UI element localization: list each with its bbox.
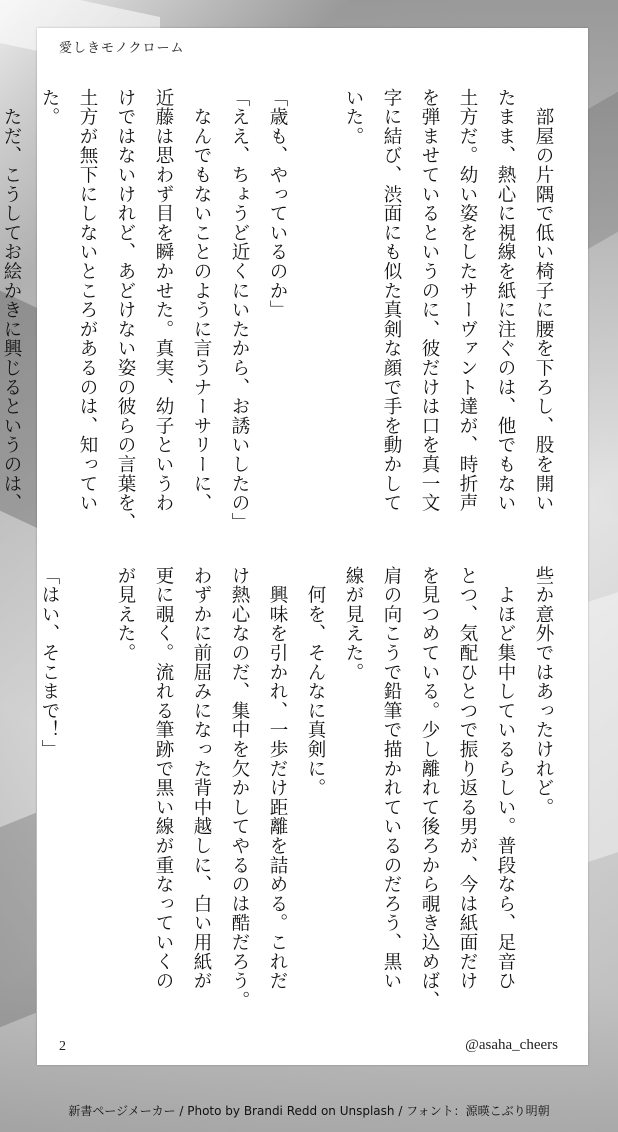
text-line-blank — [68, 566, 106, 1028]
text-line: 「歳も、やっているのか」 — [267, 88, 288, 320]
text-line: た。 — [39, 88, 60, 127]
text-line: 字に結び、渋面にも似た真剣な顔で手を動かして — [381, 88, 402, 513]
text-line: 土方が無下にしないところがあるのは、知ってい — [77, 88, 98, 513]
text-line: け熱心なのだ、集中を欠かしてやるのは酷だろう。 — [229, 566, 250, 1010]
page-number: 2 — [59, 1039, 66, 1054]
text-line: 更に覗く。流れる筆跡で黒い線が重なっていくの — [153, 566, 174, 991]
footer-credit: 新書ページメーカー / Photo by Brandi Redd on Unsplash / フォント：源暎こぶり明朝 — [68, 1104, 550, 1118]
page-header-title: 愛しきモノクローム — [59, 41, 185, 56]
text-line: 興味を引かれ、一歩だけ距離を詰める。これだ — [267, 566, 288, 991]
text-line: 部屋の片隅で低い椅子に腰を下ろし、股を開い — [533, 88, 554, 513]
text-block-top — [1, 88, 588, 548]
author-handle: @asaha_cheers — [465, 1037, 558, 1053]
text-line: とつ、気配ひとつで振り返る男が、今は紙面だけ — [457, 566, 478, 991]
text-line: 「はい、そこまで！」 — [39, 566, 60, 759]
text-line: 肩の向こうで鉛筆で描かれているのだろう、黒い — [381, 566, 402, 991]
text-line: けではないけれど、あどけない姿の彼らの言葉を、 — [115, 88, 136, 532]
text-line: いた。 — [343, 88, 364, 146]
text-line: 何を、そんなに真剣に。 — [305, 566, 326, 798]
text-line: よほど集中しているらしい。普段なら、足音ひ — [495, 566, 516, 991]
text-line: わずかに前屈みになった背中越しに、白い用紙が — [191, 566, 212, 991]
text-block-bottom — [37, 566, 588, 1028]
text-line: たまま、熱心に視線を紙に注ぐのは、他でもない — [495, 88, 516, 513]
text-line: を弾ませているというのに、彼だけは口を真一文 — [419, 88, 440, 513]
text-line: ただ、こうしてお絵かきに興じるというのは、 — [1, 88, 22, 513]
book-page — [1, 28, 588, 1065]
text-line: 「ええ、ちょうど近くにいたから、お誘いしたの」 — [229, 88, 250, 532]
text-line-blank — [296, 88, 334, 548]
text-line: 線が見えた。 — [343, 566, 364, 682]
text-line: が見えた。 — [115, 566, 136, 663]
text-line: 些か意外ではあったけれど。 — [533, 566, 554, 817]
text-line: 近藤は思わず目を瞬かせた。真実、幼子というわ — [153, 88, 174, 513]
text-line: なんでもないことのように言うナーサリーに、 — [191, 88, 212, 513]
text-line: を見つめている。少し離れて後ろから覗き込めば、 — [419, 566, 440, 1010]
text-line: 土方だ。幼い姿をしたサーヴァント達が、時折声 — [457, 88, 478, 513]
